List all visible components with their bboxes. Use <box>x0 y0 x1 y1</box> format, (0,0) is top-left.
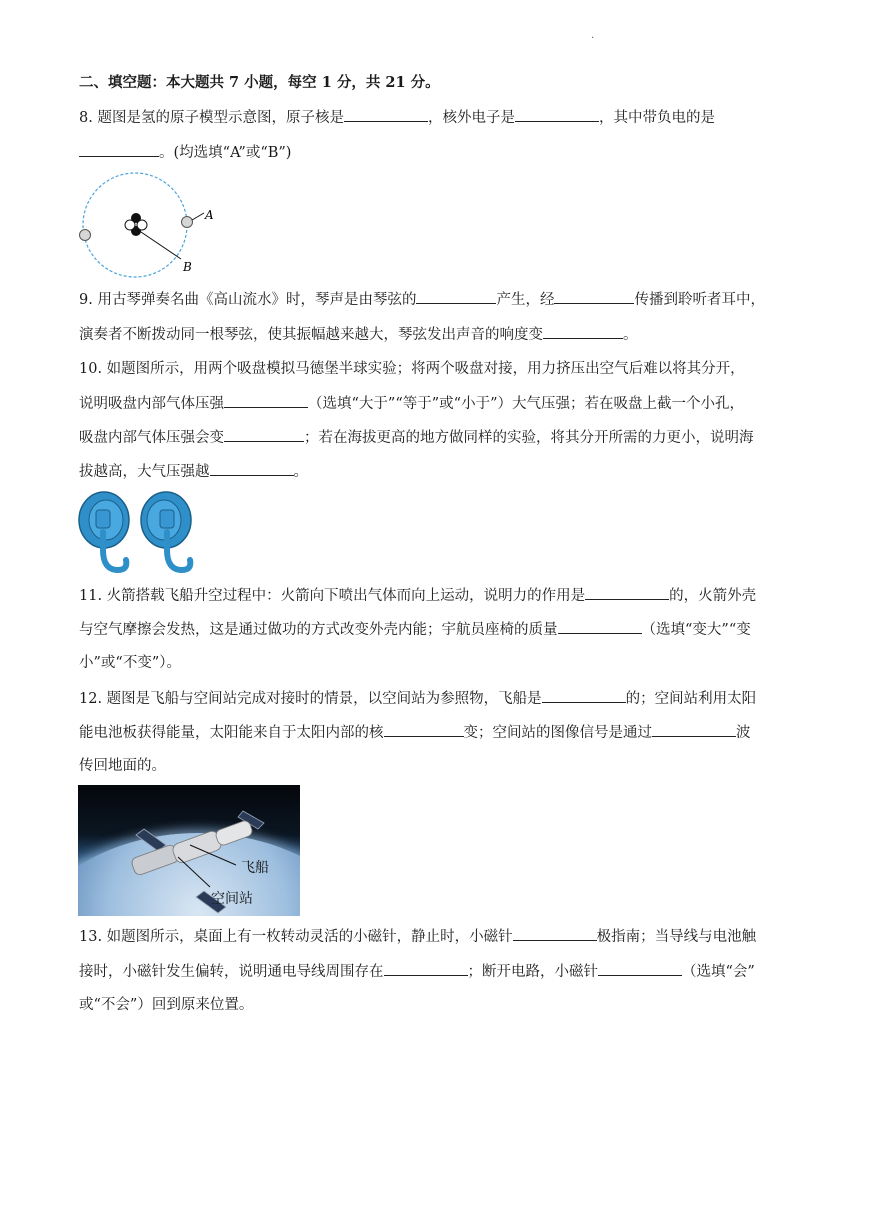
nucleus-neutron-left <box>125 220 135 230</box>
label-a-leader <box>192 213 204 220</box>
q9-line-1: 9. 用古琴弹奏名曲《高山流水》时，琴声是由琴弦的 产生，经 传播到聆听者耳中， <box>79 289 765 310</box>
q12-blank-wave[interactable] <box>652 722 736 737</box>
q10-blank-compare[interactable] <box>224 393 308 408</box>
suction-cup-right <box>141 492 191 570</box>
electron-left <box>80 230 91 241</box>
space-station-photo <box>78 785 300 916</box>
q8-blank-nucleus[interactable] <box>344 107 428 122</box>
q9-line-2: 演奏者不断拨动同一根琴弦，使其振幅越来越大，琴弦发出声音的响度变 。 <box>79 324 638 345</box>
label-space-station: 空间站 <box>211 891 253 907</box>
q13-blank-pole[interactable] <box>513 926 597 941</box>
label-b: B <box>183 260 192 274</box>
q13-line-2: 接时，小磁针发生偏转，说明通电导线周围存在 ；断开电路，小磁针 （选填“会” <box>79 961 755 982</box>
q12-line-3: 传回地面的。 <box>79 758 166 774</box>
q10-blank-change[interactable] <box>224 427 304 442</box>
page-dot: . <box>591 30 595 41</box>
q12-line-2: 能电池板获得能量，太阳能来自于太阳内部的核 变；空间站的图像信号是通过 波 <box>79 722 751 743</box>
q11-blank-mutual[interactable] <box>585 585 669 600</box>
q13-blank-return[interactable] <box>598 961 682 976</box>
label-b-leader <box>138 230 181 259</box>
nucleus-neutron-right <box>137 220 147 230</box>
q12-blank-fusion[interactable] <box>384 722 464 737</box>
section-heading: 二、填空题：本大题共 7 小题，每空 1 分，共 21 分。 <box>79 74 440 91</box>
q12-blank-motion[interactable] <box>542 688 626 703</box>
q8-line-2: 。(均选填“A”或“B”) <box>79 142 291 163</box>
hydrogen-atom-diagram <box>76 172 226 282</box>
q10-line-2: 说明吸盘内部气体压强 （选填“大于”“等于”或“小于”）大气压强；若在吸盘上截一个小孔， <box>79 393 744 414</box>
suction-cup-left <box>79 492 129 570</box>
electron-a <box>182 217 193 228</box>
q11-blank-mass[interactable] <box>558 619 642 634</box>
q9-blank-medium[interactable] <box>554 289 634 304</box>
q8-line-1: 8. 题图是氢的原子模型示意图，原子核是 ，核外电子是 ，其中带负电的是 <box>79 107 715 128</box>
q9-blank-loudness[interactable] <box>543 324 623 339</box>
q11-line-2: 与空气摩擦会发热，这是通过做功的方式改变外壳内能；宇航员座椅的质量 （选填“变大”“变 <box>79 619 751 640</box>
q10-line-3: 吸盘内部气体压强会变 ；若在海拔更高的地方做同样的实验，将其分开所需的力更小，说明海 <box>79 427 754 448</box>
label-a: A <box>205 208 214 222</box>
q10-line-4: 拔越高，大气压强越 。 <box>79 461 308 482</box>
q11-line-3: 小”或“不变”）。 <box>79 655 181 671</box>
q13-blank-field[interactable] <box>384 961 468 976</box>
q8-blank-electron[interactable] <box>515 107 599 122</box>
q8-blank-negative[interactable] <box>79 142 159 157</box>
q10-line-1: 10. 如题图所示，用两个吸盘模拟马德堡半球实验；将两个吸盘对接，用力挤压出空气后难以将其分开， <box>79 361 745 377</box>
station-core-module <box>171 829 223 864</box>
suction-cups-diagram <box>76 490 201 580</box>
spacecraft-module <box>214 819 253 846</box>
station-label-leader <box>178 857 210 887</box>
q12-line-1: 12. 题图是飞船与空间站完成对接时的情景，以空间站为参照物，飞船是 的；空间站利用太阳 <box>79 688 756 709</box>
q11-line-1: 11. 火箭搭载飞船升空过程中：火箭向下喷出气体而向上运动，说明力的作用是 的，火箭外壳 <box>79 585 756 606</box>
space-station-figure <box>78 785 300 916</box>
label-spacecraft: 飞船 <box>241 860 269 876</box>
q10-blank-altitude[interactable] <box>210 461 294 476</box>
q9-blank-vibration[interactable] <box>416 289 496 304</box>
q13-line-1: 13. 如题图所示，桌面上有一枚转动灵活的小磁针，静止时，小磁针 极指南；当导线与电池触 <box>79 926 756 947</box>
q13-line-3: 或“不会”）回到原来位置。 <box>79 997 254 1013</box>
